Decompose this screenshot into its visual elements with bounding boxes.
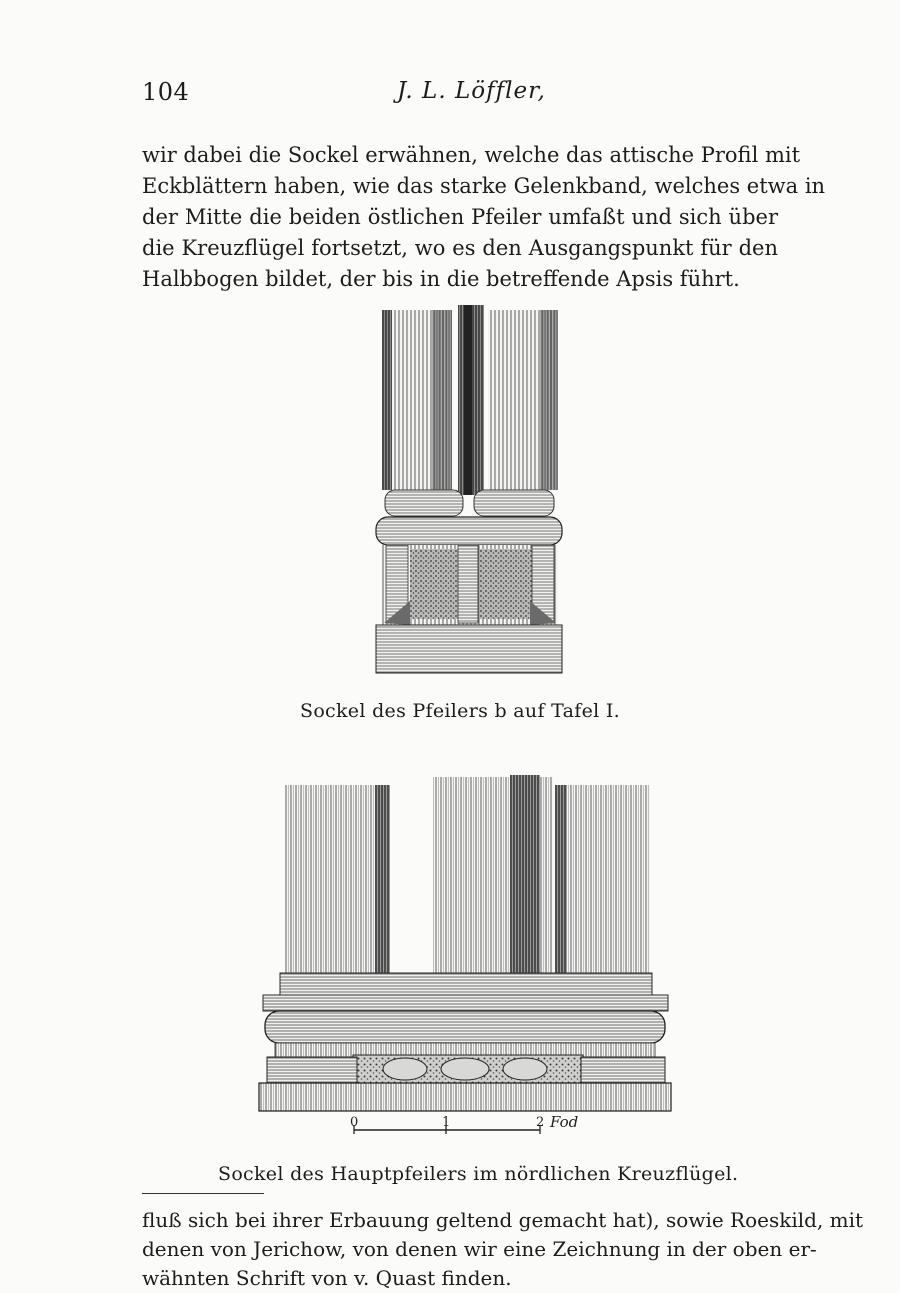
- figure2-caption: Sockel des Hauptpfeilers im nördlichen Kreuzflügel.: [218, 1163, 739, 1185]
- scale-unit-label: Fod: [550, 1115, 579, 1131]
- main-pier-base-illustration: [255, 775, 675, 1115]
- text-line: Halbbogen bildet, der bis in die betreffende Apsis führt.: [142, 267, 740, 291]
- top-paragraph: [142, 140, 826, 295]
- scale-tick-label: 2: [536, 1115, 545, 1130]
- text-line: wir dabei die Sockel erwähnen, welche das attische Profil mit: [142, 143, 801, 167]
- running-head: J. L. Löffler,: [397, 78, 546, 104]
- text-line: der Mitte die beiden östlichen Pfeiler umfaßt und sich über: [142, 205, 778, 229]
- scale-tick-label: 1: [442, 1115, 451, 1130]
- page-header: [142, 78, 778, 114]
- bottom-paragraph: [142, 1206, 864, 1293]
- text-line: denen von Jerichow, von denen wir eine Zeichnung in der oben er-: [142, 1237, 817, 1261]
- text-line: Eckblättern haben, wie das starke Gelenkband, welches etwa in: [142, 174, 826, 198]
- scale-bar: [340, 1115, 600, 1141]
- page-number: 104: [142, 78, 190, 106]
- text-line: die Kreuzflügel fortsetzt, wo es den Ausgangspunkt für den: [142, 236, 778, 260]
- text-line: wähnten Schrift von v. Quast finden.: [142, 1266, 512, 1290]
- footnote-divider: [142, 1193, 264, 1194]
- figure1-caption: Sockel des Pfeilers b auf Tafel I.: [300, 700, 620, 722]
- scale-tick-label: 0: [350, 1115, 359, 1130]
- pier-base-illustration: [370, 305, 570, 675]
- text-line: fluß sich bei ihrer Erbauung geltend gemacht hat), sowie Roeskild, mit: [142, 1208, 864, 1232]
